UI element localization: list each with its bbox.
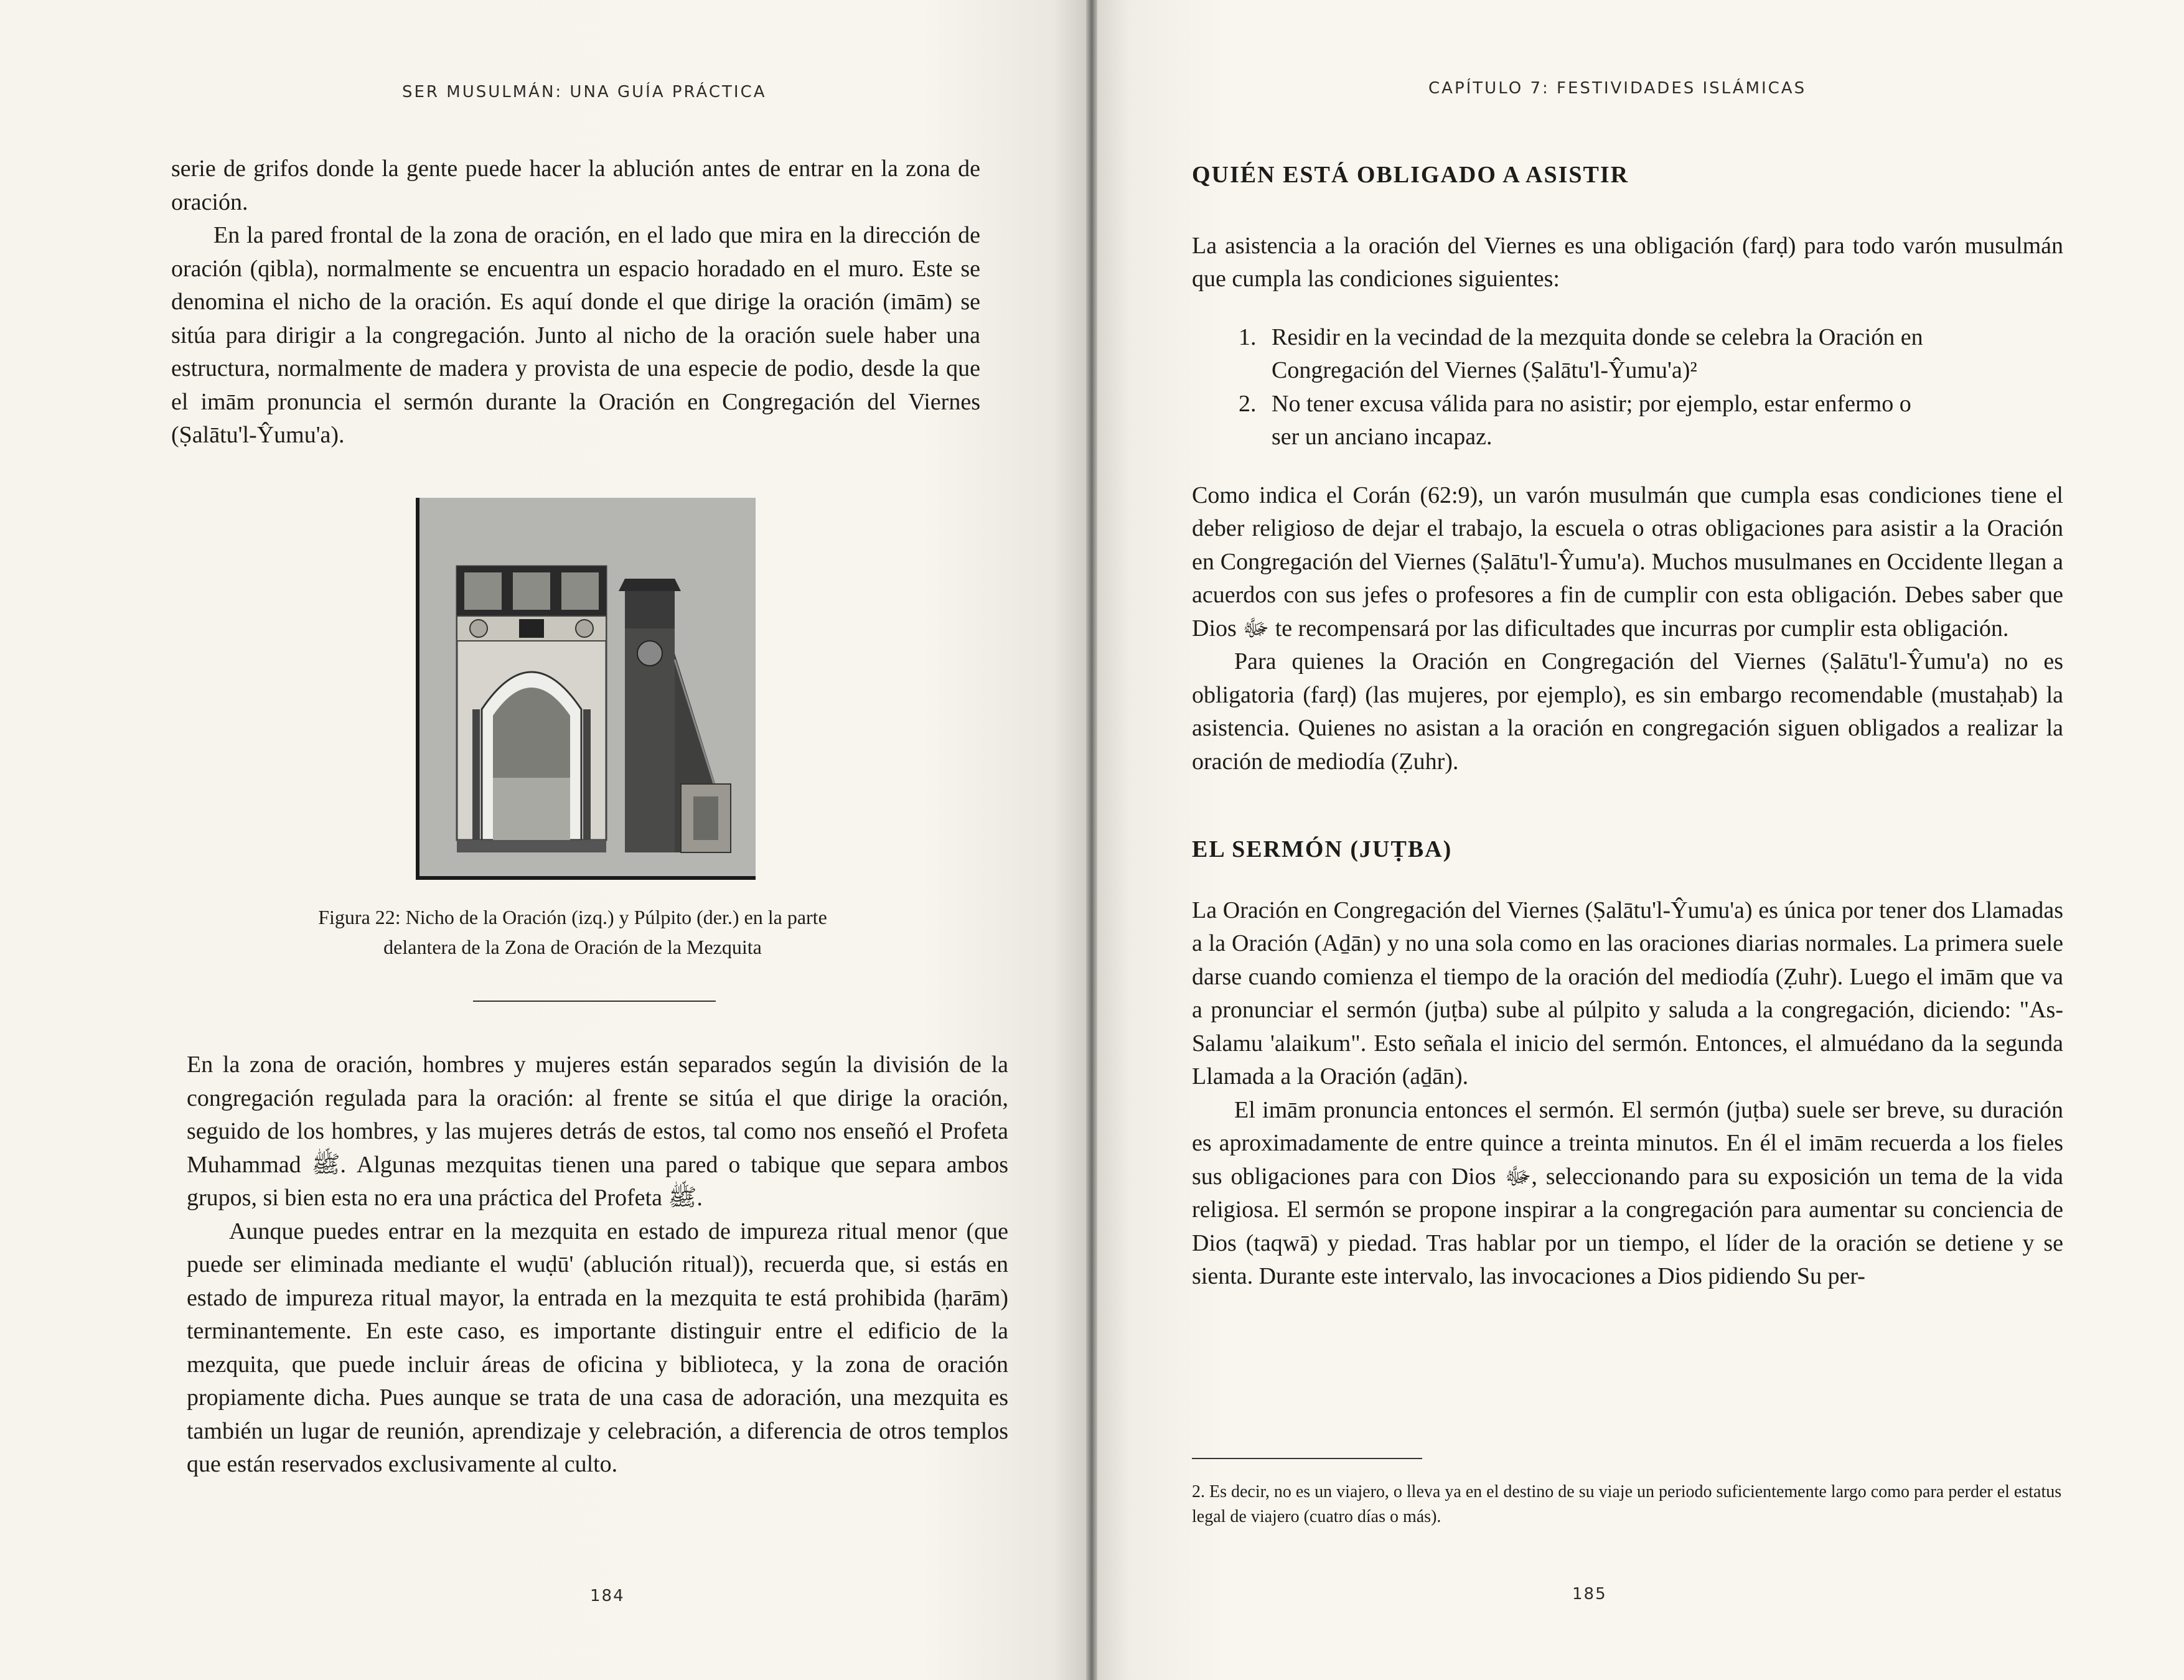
book-gutter <box>1086 0 1097 1680</box>
heading-who-must-attend: QUIÉN ESTÁ OBLIGADO A ASISTIR <box>1192 162 1629 188</box>
right-paragraph-4: La Oración en Congregación del Viernes (Ṣalātu'l-Ŷumu'a) es única por tener dos Llamadas a la Oración (Aḏān) y no una sola como en las oraciones diarias normales. La primera suele darse cuando comienza el tiempo de la oración del mediodía (Ẓuhr). Luego el imām que va a pronunciar el sermón (juṭba) sube al púlpito y saluda a la congregación, diciendo: "As-Salamu 'alaikum". Esto señala el inicio del sermón. Entonces, el almuédano da la segunda Llamada a la Oración (aḏān). <box>1192 897 2063 1090</box>
figure-mihrab-minbar <box>416 498 756 880</box>
right-column-top <box>1192 159 2063 1294</box>
mihrab-minbar-illustration <box>419 498 756 872</box>
condition-item-1: 1. Residir en la vecindad de la mezquita donde se celebra la Oración en Congregación del Viernes (Ṣalātu'l-Ŷumu'a)² <box>1239 324 1923 383</box>
left-page <box>0 0 1086 1680</box>
figure-caption <box>293 902 853 962</box>
conditions-list <box>1192 321 2063 454</box>
right-page-number: 185 <box>1572 1585 1607 1603</box>
left-paragraph-4: Aunque puedes entrar en la mezquita en estado de impureza ritual menor (que puede ser eliminada mediante el wuḍū' (ablución ritual)), recuerda que, si estás en estado de impureza ritual mayor, la entrada en la mezquita te está prohibida (ḥarām) terminantemente. En este caso, es importante distinguir entre el edificio de la mezquita, que puede incluir áreas de oficina y biblioteca, y la zona de oración propiamente dicha. Pues aunque se trata de una casa de adoración, una mezquita es también un lugar de reunión, aprendizaje y celebración, a diferencia de otros templos que están reservados exclusivamente al culto. <box>187 1218 1008 1477</box>
caption-divider <box>473 1001 716 1002</box>
right-page <box>1097 0 2184 1680</box>
left-paragraph-3: En la zona de oración, hombres y mujeres están separados según la división de la congregación regulada para la oración: al frente se sitúa el que dirige la oración, seguido de los hombres, y las mujeres detrás de estos, tal como nos enseñó el Profeta Muhammad ﷺ. Algunas mezquitas tienen una pared o tabique que separa ambos grupos, si bien esta no era una práctica del Profeta ﷺ. <box>187 1052 1008 1211</box>
footnote-2: 2. Es decir, no es un viajero, o lleva ya en el destino de su viaje un periodo suficientemente largo como para perder el estatus legal de viajero (cuatro días o más). <box>1192 1482 2062 1526</box>
left-paragraph-2: En la pared frontal de la zona de oración, en el lado que mira en la dirección de oración (qibla), normalmente se encuentra un espacio horadado en el muro. Este se denomina el nicho de la oración. Es aquí donde el que dirige la oración (imām) se sitúa para dirigir a la congregación. Junto al nicho de la oración suele haber una estructura, normalmente de madera y provista de una especie de podio, desde la que el imām pronuncia el sermón durante la Oración en Congregación del Viernes (Ṣalātu'l-Ŷumu'a). <box>171 222 980 448</box>
figure-caption-line-2: delantera de la Zona de Oración de la Mezquita <box>383 936 762 958</box>
left-paragraph-1: serie de grifos donde la gente puede hacer la ablución antes de entrar en la zona de oración. <box>171 156 980 215</box>
left-column-bottom <box>187 1048 1008 1482</box>
right-paragraph-5: El imām pronuncia entonces el sermón. El sermón (juṭba) suele ser breve, su duración es aproximadamente de entre quince a treinta minutos. En él el imām recuerda a los fieles sus obligaciones para con Dios ﷻ, seleccionando para su exposición un tema de la vida religiosa. El sermón se propone inspirar a la congregación para aumentar su conciencia de Dios (taqwā) y piedad. Tras hablar por un tiempo, el líder de la oración se detiene y se sienta. Durante este intervalo, las invocaciones a Dios pidiendo Su per- <box>1192 1096 2063 1289</box>
figure-caption-line-1: Figura 22: Nicho de la Oración (izq.) y Púlpito (der.) en la parte <box>318 906 827 928</box>
left-page-number: 184 <box>590 1587 625 1605</box>
left-running-head: SER MUSULMÁN: UNA GUÍA PRÁCTICA <box>402 83 767 101</box>
footnote-divider <box>1192 1458 1422 1459</box>
right-paragraph-2: Como indica el Corán (62:9), un varón musulmán que cumpla esas condiciones tiene el deber religioso de dejar el trabajo, la escuela o otras obligaciones para asistir a la Oración en Congregación del Viernes (Ṣalātu'l-Ŷumu'a). Muchos musulmanes en Occidente llegan a acuerdos con sus jefes o profesores a fin de cumplir con esta obligación. Debes saber que Dios ﷻ te recompensará por las dificultades que incurras por cumplir esta obligación. <box>1192 482 2063 642</box>
heading-sermon: EL SERMÓN (JUṬBA) <box>1192 836 1453 862</box>
right-running-head: CAPÍTULO 7: FESTIVIDADES ISLÁMICAS <box>1428 79 1807 98</box>
right-paragraph-1: La asistencia a la oración del Viernes es una obligación (farḍ) para todo varón musulmán que cumpla las condiciones siguientes: <box>1192 232 2063 292</box>
left-column-top <box>171 152 980 452</box>
right-paragraph-3: Para quienes la Oración en Congregación del Viernes (Ṣalātu'l-Ŷumu'a) no es obligatoria (farḍ) (las mujeres, por ejemplo), es sin embargo recomendable (mustaḥab) la asistencia. Quienes no asistan a la oración en congregación siguen obligados a realizar la oración de mediodía (Ẓuhr). <box>1192 648 2063 775</box>
condition-item-2: 2. No tener excusa válida para no asistir; por ejemplo, estar enfermo o ser un anciano incapaz. <box>1239 390 1911 450</box>
